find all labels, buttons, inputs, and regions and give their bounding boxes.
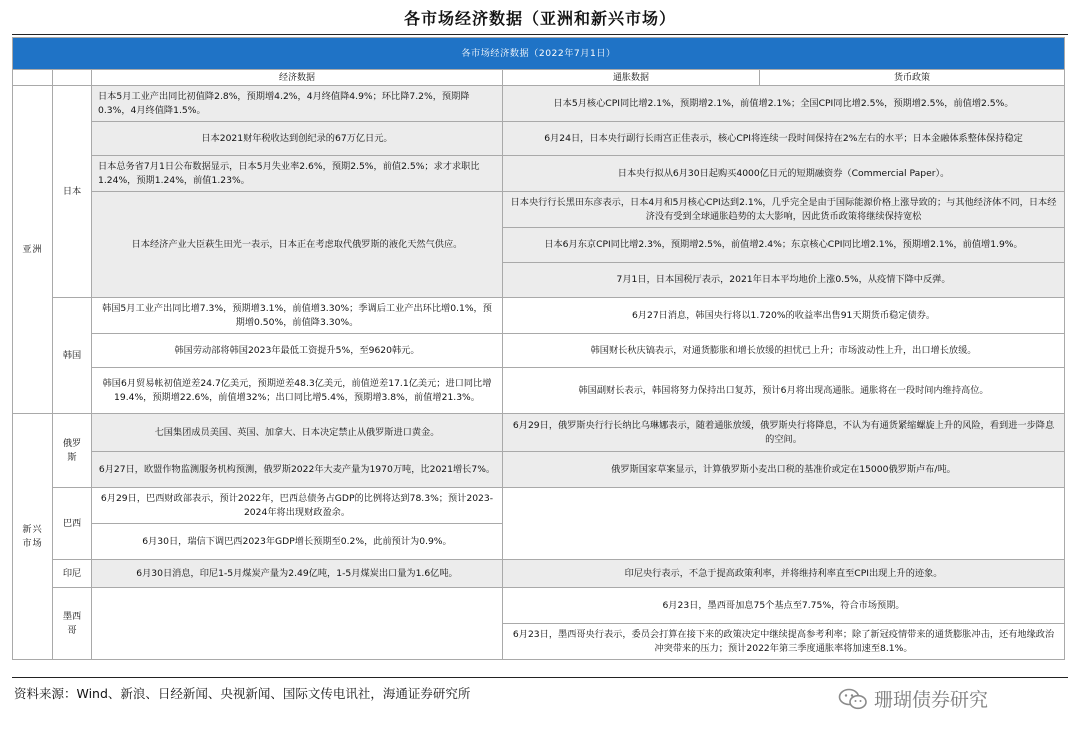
country-indonesia: 印尼 [53, 560, 92, 588]
country-korea: 韩国 [53, 298, 92, 414]
region-emerging-label: 新兴 市场 [22, 523, 43, 549]
region-emerging [13, 414, 53, 660]
watermark-text: 珊瑚债券研究 [874, 689, 989, 711]
japan-econ-cell: 日本经济产业大臣萩生田光一表示，日本正在考虑取代俄罗斯的液化天然气供应。 [92, 192, 503, 298]
header-blank [13, 70, 53, 86]
korea-econ-cell: 韩国劳动部将韩国2023年最低工资提升5%，至9620韩元。 [92, 334, 503, 368]
economic-data-table [12, 37, 1065, 660]
japan-policy-cell: 6月24日，日本央行副行长雨宫正佳表示，核心CPI将连续一段时间保持在2%左右的水平；日本金融体系整体保持稳定 [503, 122, 1065, 156]
japan-policy-cell: 日本央行拟从6月30日起购买4000亿日元的短期融资券（Commercial Paper）。 [503, 156, 1065, 192]
footer-divider [12, 677, 1068, 678]
russia-policy-cell: 6月29日，俄罗斯央行行长纳比乌琳娜表示，随着通胀放缓，俄罗斯央行将降息，不认为有通货紧缩螺旋上升的风险，看到进一步降息的空间。 [503, 414, 1065, 452]
header-blank [53, 70, 92, 86]
korea-econ-cell: 韩国6月贸易帐初值逆差24.7亿美元，预期逆差48.3亿美元，前值逆差17.1亿美元；进口同比增19.4%，预期增22.6%，前值增32%；出口同比增5.4%，预期增3.8%，前值增21.3%。 [92, 368, 503, 414]
japan-policy-cell: 7月1日，日本国税厅表示，2021年日本平均地价上涨0.5%，从疫情下降中反弹。 [503, 263, 1065, 298]
japan-policy-cell: 日本5月核心CPI同比增2.1%，预期增2.1%，前值增2.1%；全国CPI同比增2.5%，预期增2.5%，前值增2.5%。 [503, 86, 1065, 122]
source-note: 资料来源：Wind、新浪、日经新闻、央视新闻、国际文传电讯社，海通证券研究所 [14, 686, 471, 701]
indonesia-policy-cell: 印尼央行表示，不急于提高政策利率，并将维持利率直至CPI出现上升的迹象。 [503, 560, 1065, 588]
brazil-econ-cell: 6月29日，巴西财政部表示，预计2022年，巴西总债务占GDP的比例将达到78.3%；预计2023-2024年将出现财政盈余。 [92, 488, 503, 524]
header-monetary: 货币政策 [760, 70, 1065, 86]
japan-policy-cell: 日本6月东京CPI同比增2.3%，预期增2.5%，前值增2.4%；东京核心CPI同比增2.1%，预期增2.1%，前值增1.9%。 [503, 228, 1065, 263]
country-japan: 日本 [53, 86, 92, 298]
korea-policy-cell: 韩国副财长表示，韩国将努力保持出口复苏，预计6月将出现高通胀。通胀将在一段时间内维持高位。 [503, 368, 1065, 414]
brazil-policy-empty [503, 488, 1065, 560]
region-asia: 亚洲 [13, 86, 53, 414]
russia-policy-cell: 俄罗斯国家草案显示，计算俄罗斯小麦出口税的基准价或定在15000俄罗斯卢布/吨。 [503, 452, 1065, 488]
brazil-econ-cell: 6月30日，瑞信下调巴西2023年GDP增长预期至0.2%，此前预计为0.9%。 [92, 524, 503, 560]
watermark [838, 685, 988, 712]
mexico-econ-empty [92, 588, 503, 660]
korea-econ-cell: 韩国5月工业产出同比增7.3%，预期增3.1%，前值增3.30%；季调后工业产出环比增0.1%，预期增0.50%，前值降3.30%。 [92, 298, 503, 334]
korea-policy-cell: 6月27日消息，韩国央行将以1.720%的收益率出售91天期货币稳定债券。 [503, 298, 1065, 334]
japan-econ-cell: 日本2021财年税收达到创纪录的67万亿日元。 [92, 122, 503, 156]
korea-policy-cell: 韩国财长秋庆镐表示，对通货膨胀和增长放缓的担忧已上升；市场波动性上升，出口增长放缓。 [503, 334, 1065, 368]
title-divider [12, 34, 1068, 35]
country-mexico: 墨西哥 [53, 588, 92, 660]
russia-econ-cell: 6月27日，欧盟作物监测服务机构预测，俄罗斯2022年大麦产量为1970万吨，比2021增长7%。 [92, 452, 503, 488]
japan-econ-cell: 日本5月工业产出同比初值降2.8%，预期增4.2%，4月终值降4.9%；环比降7.2%，预期降0.3%，4月终值降1.5%。 [92, 86, 503, 122]
mexico-policy-cell: 6月23日，墨西哥加息75个基点至7.75%，符合市场预期。 [503, 588, 1065, 624]
header-inflation: 通胀数据 [503, 70, 760, 86]
russia-econ-cell: 七国集团成员美国、英国、加拿大、日本决定禁止从俄罗斯进口黄金。 [92, 414, 503, 452]
country-russia: 俄罗斯 [53, 414, 92, 488]
header-economy: 经济数据 [92, 70, 503, 86]
japan-econ-cell: 日本总务省7月1日公布数据显示，日本5月失业率2.6%，预期2.5%，前值2.5%；求才求职比1.24%，预期1.24%，前值1.23%。 [92, 156, 503, 192]
indonesia-econ-cell: 6月30日消息，印尼1-5月煤炭产量为2.49亿吨，1-5月煤炭出口量为1.6亿吨。 [92, 560, 503, 588]
page-title: 各市场经济数据（亚洲和新兴市场） [403, 9, 676, 28]
japan-policy-cell: 日本央行行长黑田东彦表示，日本4月和5月核心CPI达到2.1%，几乎完全是由于国际能源价格上涨导致的；与其他经济体不同，日本经济没有受到全球通胀趋势的太大影响，因此货币政策将继续保持宽松 [503, 192, 1065, 228]
country-brazil: 巴西 [53, 488, 92, 560]
table-banner: 各市场经济数据（2022年7月1日） [13, 38, 1065, 70]
wechat-icon [838, 687, 868, 711]
mexico-policy-cell: 6月23日，墨西哥央行表示，委员会打算在接下来的政策决定中继续提高参考利率；除了新冠疫情带来的通货膨胀冲击，还有地缘政治冲突带来的压力；预计2022年第三季度通胀率将加速至8.1%。 [503, 624, 1065, 660]
